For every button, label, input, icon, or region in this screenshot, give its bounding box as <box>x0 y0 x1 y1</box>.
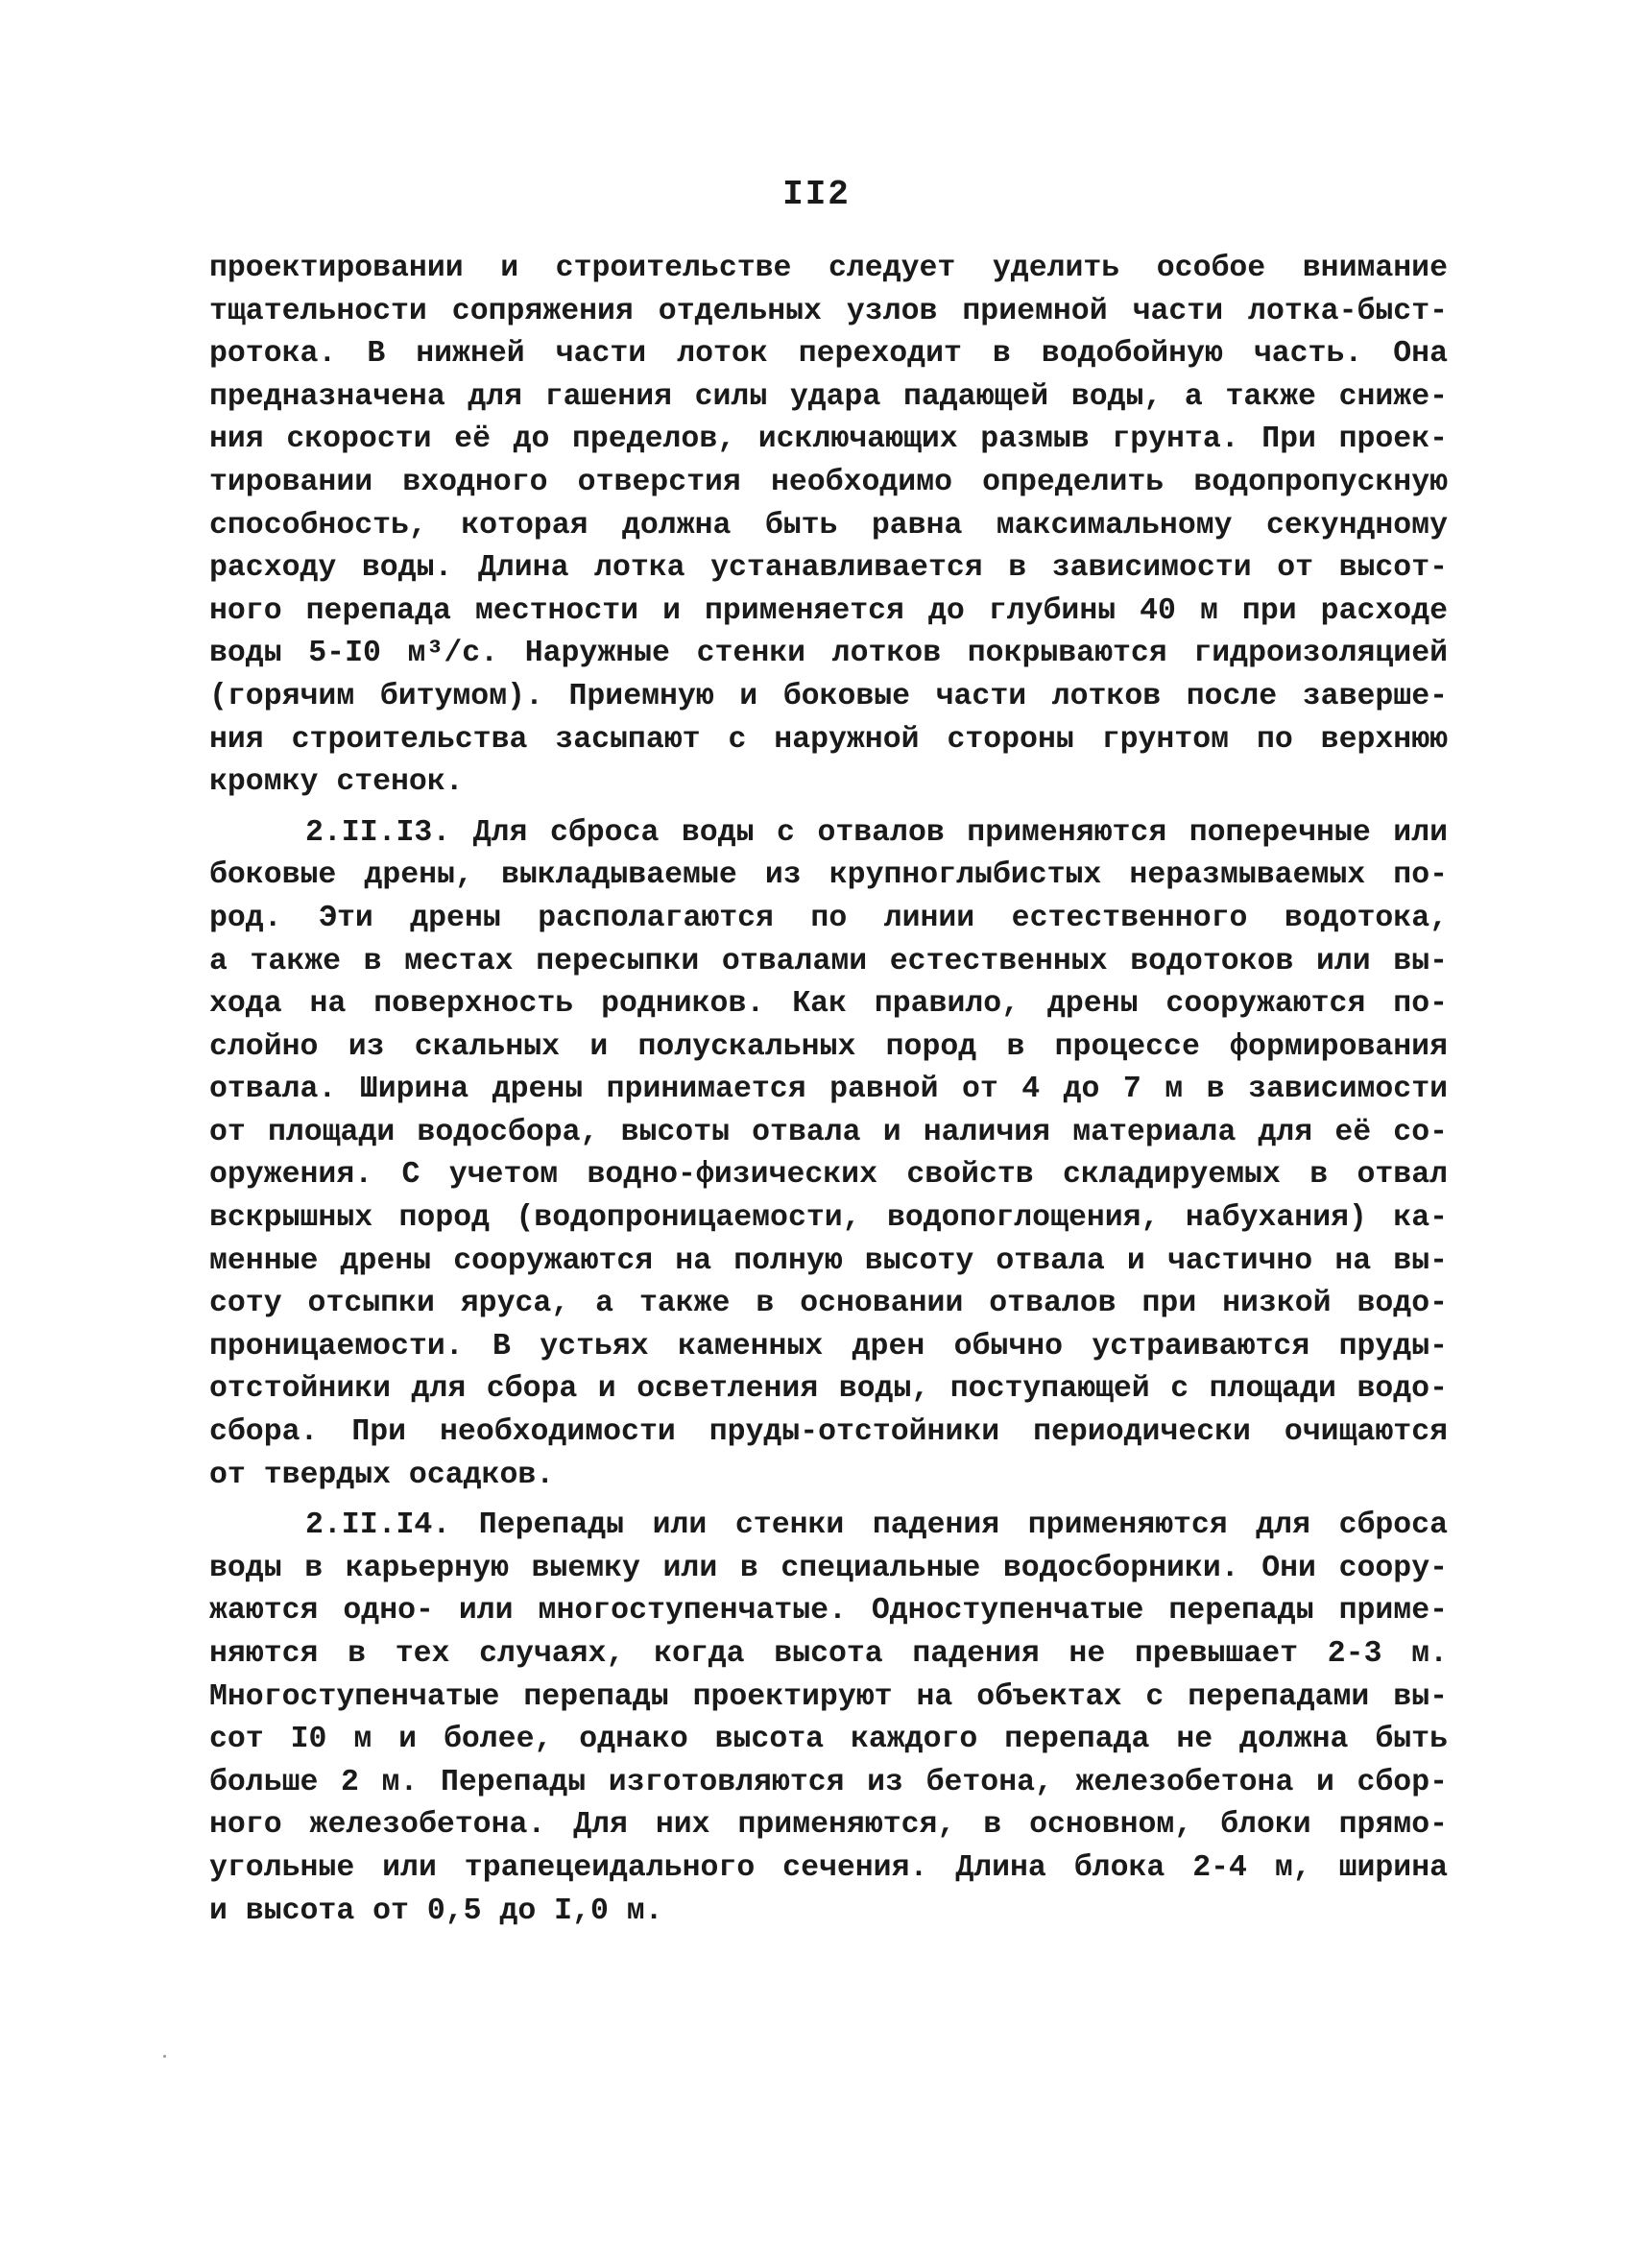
text-line: сбора. При необходимости пруды-отстойники периодически очищаются <box>209 1415 1448 1450</box>
text-line: ного перепада местности и применяется до глубины 40 м при расходе <box>209 593 1448 628</box>
text-line: жаются одно- или многоступенчатые. Одноступенчатые перепады приме- <box>209 1594 1448 1629</box>
text-line: ния скорости её до пределов, исключающих размыв грунта. При проек- <box>209 422 1448 457</box>
scan-speck <box>163 2055 166 2058</box>
text-line: тщательности сопряжения отдельных узлов приемной части лотка-быст- <box>209 294 1448 328</box>
text-line: род. Эти дрены располагаются по линии естественного водотока, <box>209 901 1448 935</box>
text-line: больше 2 м. Перепады изготовляются из бетона, железобетона и сбор- <box>209 1765 1448 1799</box>
text-line: хода на поверхность родников. Как правило, дрены сооружаются по- <box>209 987 1448 1022</box>
text-line: соту отсыпки яруса, а также в основании отвалов при низкой водо- <box>209 1287 1448 1321</box>
text-line: ротока. В нижней части лоток переходит в водобойную часть. Она <box>209 337 1448 372</box>
text-line: предназначена для гашения силы удара падающей воды, а также сниже- <box>209 379 1448 414</box>
document-body <box>209 248 1448 1933</box>
text-line: способность, которая должна быть равна максимальному секундному <box>209 508 1448 543</box>
text-line: вскрышных пород (водопроницаемости, водопоглощения, набухания) ка- <box>209 1201 1448 1236</box>
text-line: няются в тех случаях, когда высота падения не превышает 2-3 м. <box>209 1637 1448 1671</box>
paragraph <box>209 1505 1448 1933</box>
text-line: расходу воды. Длина лотка устанавливается в зависимости от высот- <box>209 551 1448 586</box>
text-line: ния строительства засыпают с наружной стороны грунтом по верхнюю <box>209 722 1448 757</box>
text-line: (горячим битумом). Приемную и боковые части лотков после заверше- <box>209 679 1448 713</box>
text-line: от площади водосбора, высоты отвала и наличия материала для её со- <box>209 1115 1448 1149</box>
text-line: тировании входного отверстия необходимо определить водопропускную <box>209 465 1448 499</box>
text-line: слойно из скальных и полускальных пород в процессе формирования <box>209 1029 1448 1064</box>
paragraph <box>209 248 1448 805</box>
text-line: от твердых осадков. <box>209 1458 555 1492</box>
text-line: оружения. С учетом водно-физических свойств складируемых в отвал <box>209 1158 1448 1193</box>
page-number: II2 <box>782 175 851 214</box>
text-line: проектировании и строительстве следует уделить особое внимание <box>209 252 1448 285</box>
text-line: и высота от 0,5 до I,0 м. <box>209 1894 663 1928</box>
text-line: проницаемости. В устьях каменных дрен обычно устраиваются пруды- <box>209 1329 1448 1363</box>
text-line: воды 5-I0 м³/с. Наружные стенки лотков покрываются гидроизоляцией <box>209 637 1448 671</box>
text-line: кромку стенок. <box>209 765 464 800</box>
text-line: сот I0 м и более, однако высота каждого перепада не должна быть <box>209 1723 1448 1757</box>
text-line: а также в местах пересыпки отвалами естественных водотоков или вы- <box>209 944 1448 978</box>
text-line: Многоступенчатые перепады проектируют на объектах с перепадами вы- <box>209 1679 1448 1714</box>
text-line: боковые дрены, выкладываемые из крупноглыбистых неразмываемых по- <box>209 858 1448 893</box>
text-line: угольные или трапецеидального сечения. Длина блока 2-4 м, ширина <box>209 1850 1448 1885</box>
text-line: воды в карьерную выемку или в специальные водосборники. Они соору- <box>209 1551 1448 1585</box>
text-line: отстойники для сбора и осветления воды, поступающей с площади водо- <box>209 1372 1448 1407</box>
text-line: менные дрены сооружаются на полную высоту отвала и частично на вы- <box>209 1243 1448 1278</box>
paragraph <box>209 812 1448 1498</box>
text-line: 2.II.I4. Перепады или стенки падения применяются для сброса <box>305 1508 1448 1543</box>
text-line: отвала. Ширина дрены принимается равной от 4 до 7 м в зависимости <box>209 1073 1448 1107</box>
text-line: ного железобетона. Для них применяются, в основном, блоки прямо- <box>209 1808 1448 1843</box>
text-line: 2.II.I3. Для сброса воды с отвалов применяются поперечные или <box>305 815 1448 850</box>
